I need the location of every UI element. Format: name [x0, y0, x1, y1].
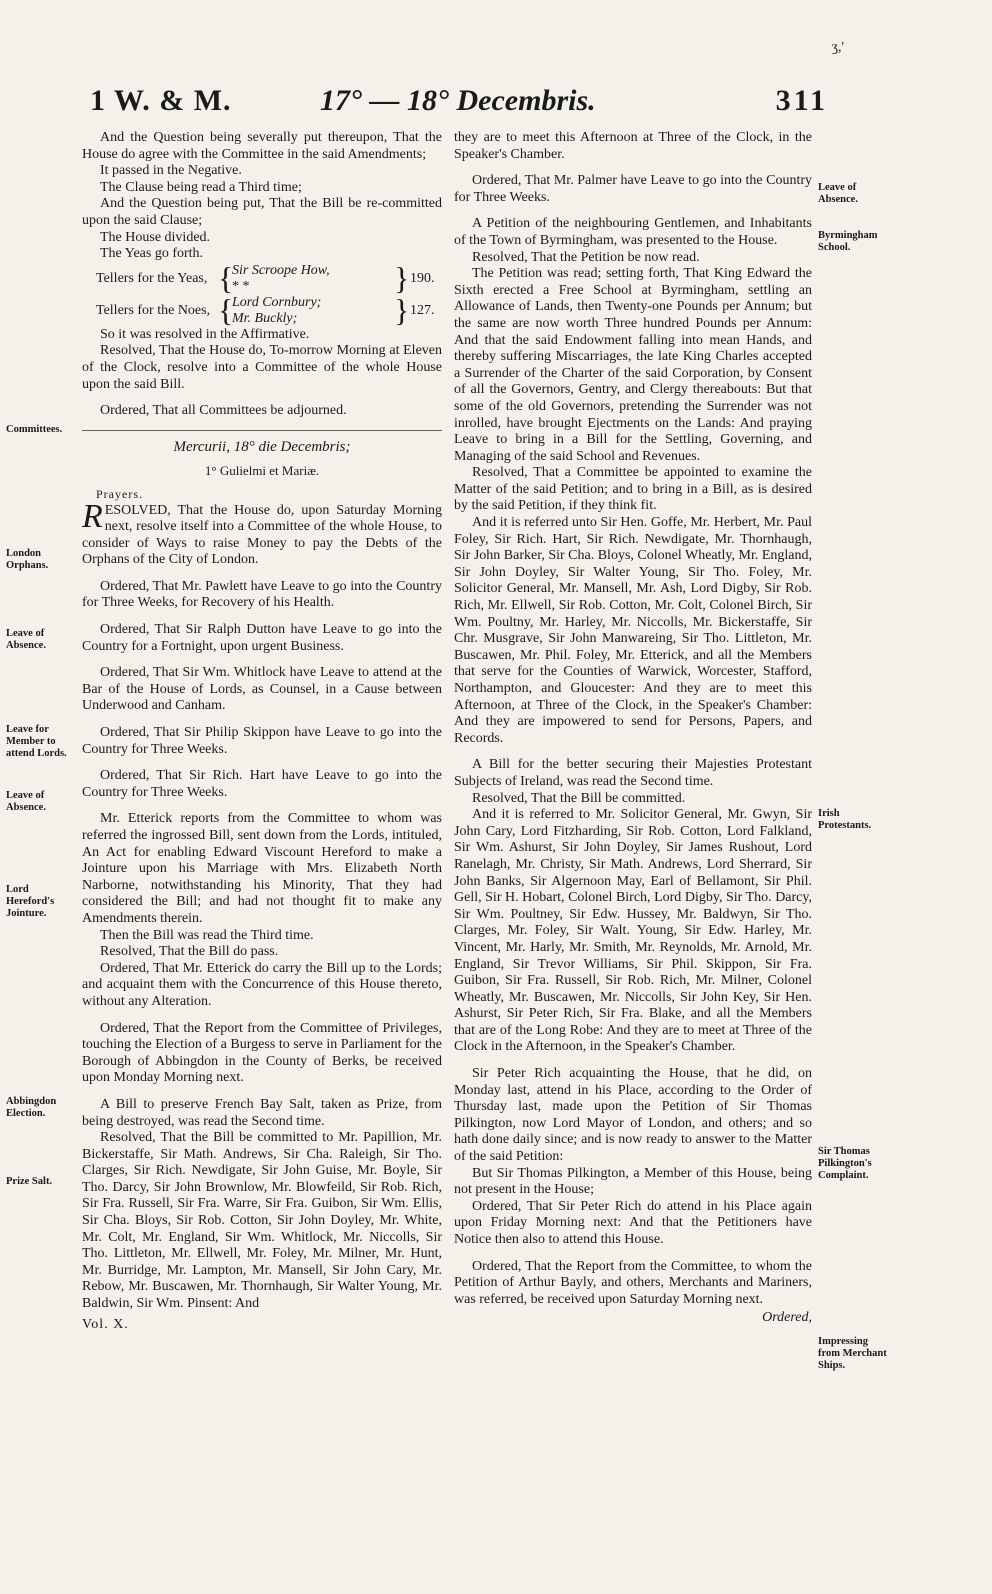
- paragraph: Ordered, That all Committees be adjourned.: [100, 403, 347, 419]
- paragraph: A Bill for the better securing their Majesties Protestant Subjects of Ireland, was read the Second time.: [454, 757, 812, 789]
- brace: }: [394, 259, 410, 296]
- paragraph: And the Question being put, That the Bill be re-committed upon the said Clause;: [82, 196, 442, 228]
- date-range: 17° — 18° Decembris.: [320, 84, 596, 117]
- left-column: [82, 130, 442, 1333]
- paragraph: Sir Peter Rich acquainting the House, that he did, on Monday last, attend in his Place, according to the Order of Thursday last, made upon the Petition of Sir Thomas Pilkington, now Lord Mayor of London, and others; and so hath done daily since; and is now ready to answer to the Matter of the said Petition:: [454, 1066, 812, 1165]
- brace: {: [218, 259, 234, 296]
- paragraph: Resolved, That the Petition be now read.: [472, 249, 700, 265]
- margin-note: Lord Hereford's Jointure.: [6, 884, 55, 919]
- margin-note: Irish Protestants.: [818, 808, 872, 831]
- paragraph: But Sir Thomas Pilkington, a Member of this House, being not present in the House;: [454, 1165, 812, 1198]
- paragraph: And it is referred to Mr. Solicitor General, Mr. Gwyn, Sir John Cary, Lord Fitzharding, Sir Rob. Cotton, Lord Falkland, Sir Wm. Ashurst, Sir John Doyley, Sir James Rushout, Lord Ranelagh, Mr. Christy, Sir Math. Andrews, Lord Sherrard, Sir John Banks, Sir Algernoon May, Earl of Bellamont, Sir Phil. Gell, Sir H. Hobart, Colonel Birch, Lord Digby, Sir Tho. Darcy, Sir Wm. Poultney, Sir Edw. Hussey, Mr. Baldwyn, Sir Tho. Clarges, Mr. Foley, Sir Walt. Young, Sir Edw. Harley, Mr. Vincent, Mr. Harly, Mr. Smith, Mr. Reynolds, Mr. Arnold, Mr. England, Sir Trevor Williams, Sir Phil. Skippon, Sir Fra. Guibon, Sir Fra. Russell, Sir Rob. Rich, Mr. Milner, Colonel Wheatly, Mr. Buscawen, Mr. Niccolls, Sir John Key, Sir Hen. Ashurst, Sir Peter Rich, Sir Fra. Blake, and all the Members that are of the Long Robe: And they are to meet at Three of the Clock in the Afternoon, in the Speaker's Chamber.: [454, 807, 812, 1055]
- teller-name: Sir Scroope How,: [232, 262, 330, 278]
- margin-note: Committees.: [6, 424, 63, 435]
- margin-note: Leave of Absence.: [6, 628, 46, 651]
- margin-note: Leave of Absence.: [818, 182, 858, 205]
- paragraph: The House divided.: [100, 229, 211, 245]
- paragraph: The Yeas go forth.: [100, 246, 204, 262]
- margin-note: Prize Salt.: [6, 1176, 53, 1187]
- vote-count: 127.: [410, 302, 435, 318]
- paragraph: And it is referred unto Sir Hen. Goffe, Mr. Herbert, Mr. Paul Foley, Sir Rich. Hart, Sir Rich. Newdigate, Mr. Thornhaugh, Sir John Barker, Sir Cha. Bloys, Colonel Wheatly, Mr. England, Sir John Doyley, Sir Walter Young, Sir Tho. Foley, Mr. Solicitor General, Mr. Mansell, Mr. Ash, Lord Digby, Sir Rob. Rich, Mr. Ellwell, Sir Rob. Cotton, Mr. Colt, Colonel Birch, Sir Wm. Poultny, Mr. Harley, Mr. Niccolls, Mr. Bickerstaffe, Sir Chr. Musgrave, Sir John Manwareing, Sir Tho. Littleton, Mr. Buscawen, Mr. Phil. Foley, Mr. Etterick, and all the Members that serve for the Counties of Warwick, Worcester, Stafford, Northampton, and Gloucester: And they are to meet this Afternoon, at Three of the Clock, in the Speaker's Chamber: And they are impowered to send for Persons, Papers, and Records.: [454, 515, 812, 746]
- volume-signature: Vol. X.: [82, 1316, 129, 1332]
- paragraph: It passed in the Negative.: [100, 163, 242, 179]
- teller-name: * *: [232, 278, 250, 294]
- paragraph: Resolved, That a Committee be appointed to examine the Matter of the said Petition; and to bring in a Bill, as is desired by the said Petition, if they think fit.: [454, 465, 812, 514]
- margin-note: Sir Thomas Pilkington's Complaint.: [818, 1146, 872, 1181]
- paragraph: Ordered, That Mr. Palmer have Leave to go into the Country for Three Weeks.: [454, 173, 812, 205]
- paragraph: Ordered, That the Report from the Committee, to whom the Petition of Arthur Bayly, and others, Merchants and Mariners, was referred, be received upon Saturday Morning next.: [454, 1258, 812, 1307]
- paragraph: And the Question being severally put thereupon, That the House do agree with the Committee in the said Amendments;: [82, 130, 442, 162]
- paragraph: Resolved, That the Bill do pass.: [100, 944, 279, 960]
- paragraph: they are to meet this Afternoon at Three of the Clock, in the Speaker's Chamber.: [454, 130, 812, 162]
- paragraph: [82, 497, 442, 569]
- paragraph: Ordered, That Sir Ralph Dutton have Leave to go into the Country for a Fortnight, upon urgent Business.: [82, 622, 442, 654]
- margin-note: Leave of Absence.: [6, 790, 46, 813]
- page-header: [90, 84, 828, 128]
- teller-names: [232, 263, 330, 295]
- paragraph: Resolved, That the Bill be committed.: [472, 790, 686, 806]
- paragraph: Ordered, That Mr. Etterick do carry the Bill up to the Lords; and acquaint them with the Concurrence of this House thereto, without any Alteration.: [82, 960, 442, 1009]
- margin-note: London Orphans.: [6, 548, 49, 571]
- paragraph: Mr. Etterick reports from the Committee to whom was referred the ingrossed Bill, sent down from the Lords, intituled, An Act for enabling Edward Viscount Hereford to make a Jointure upon his Marriage with Mrs. Elizabeth North Narborne, notwithstanding his Minority, That they had considered the Bill; and had not thought fit to make any Amendments therein.: [82, 811, 442, 926]
- section-divider: [82, 430, 442, 431]
- teller-name: Lord Cornbury;: [232, 294, 322, 310]
- brace: }: [394, 291, 410, 328]
- prayers-heading: Prayers.: [96, 486, 143, 501]
- paragraph-text: ESOLVED, That the House do, upon Saturday Morning next, resolve itself into a Committee of the whole House, to consider of Ways to raise Money to pay the Debts of the Orphans of the City of London.: [82, 502, 442, 568]
- paragraph: The Clause being read a Third time;: [100, 179, 302, 195]
- right-column: [454, 130, 812, 1327]
- paragraph: Ordered, That Mr. Pawlett have Leave to go into the Country for Three Weeks, for Recovery of his Health.: [82, 578, 442, 611]
- reign-heading: 1° Gulielmi et Mariæ.: [204, 463, 320, 479]
- paragraph: Ordered, That Sir Philip Skippon have Leave to go into the Country for Three Weeks.: [82, 725, 442, 757]
- tellers-yeas: [82, 259, 442, 296]
- drop-cap: R: [82, 497, 103, 535]
- tellers-label: Tellers for the Noes,: [96, 302, 211, 318]
- paragraph: Ordered, That Sir Rich. Hart have Leave to go into the Country for Three Weeks.: [82, 768, 442, 800]
- paragraph: Resolved, That the Bill be committed to Mr. Papillion, Mr. Bickerstaffe, Sir Math. Andrews, Sir Cha. Raleigh, Sir Tho. Clarges, Sir Rich. Newdigate, Sir John Guise, Mr. Boyle, Sir Tho. Darcy, Sir John Brownlow, Mr. Blowfeild, Sir Rob. Rich, Sir Fra. Russell, Sir Fra. Warre, Sir Fra. Guibon, Sir Wm. Ellis, Sir Cha. Bloys, Sir Rob. Cotton, Sir John Doyley, Mr. White, Mr. Colt, Mr. England, Sir Wm. Whitlock, Mr. Niccolls, Sir Tho. Littleton, Mr. Ellwell, Mr. Foley, Mr. Milner, Mr. Hunt, Mr. Burridge, Mr. Lampton, Mr. Mansell, Sir John Cary, Mr. Rebow, Mr. Buscawen, Mr. Thornhaugh, Sir Walter Young, Mr. Baldwin, Sir Wm. Pinsent: And: [82, 1130, 442, 1312]
- margin-note: Impressing from Merchant Ships.: [818, 1336, 887, 1371]
- teller-names: [232, 295, 321, 327]
- paragraph: Ordered, That the Report from the Committee of Privileges, touching the Election of a Burgess to serve in Parliament for the Borough of Abbingdon in the County of Berks, be received upon Monday Morning next.: [82, 1020, 442, 1086]
- tellers-noes: [82, 291, 442, 328]
- header-mark: ʒ,': [831, 40, 844, 55]
- brace: {: [218, 291, 234, 328]
- paragraph: Resolved, That the House do, To-morrow Morning at Eleven of the Clock, resolve into a Committee of the whole House upon the said Bill.: [82, 343, 442, 392]
- paragraph: Ordered, That Sir Peter Rich do attend in his Place again upon Friday Morning next: And that the Petitioners have Notice then also to attend this House.: [454, 1198, 812, 1247]
- paragraph: A Petition of the neighbouring Gentlemen, and Inhabitants of the Town of Byrmingham, was presented to the House.: [454, 216, 812, 248]
- day-heading: Mercurii, 18° die Decembris;: [173, 438, 351, 455]
- paragraph: Ordered, That Sir Wm. Whitlock have Leave to attend at the Bar of the House of Lords, as Counsel, in a Cause between Underwood and Canham.: [82, 665, 442, 714]
- tellers-label: Tellers for the Yeas,: [96, 270, 208, 286]
- page-number: 311: [775, 84, 828, 117]
- regnal-year: 1 W. & M.: [90, 84, 232, 117]
- margin-note: Abbingdon Election.: [6, 1096, 57, 1119]
- vote-count: 190.: [410, 270, 435, 286]
- teller-name: Mr. Buckly;: [232, 310, 298, 326]
- paragraph: The Petition was read; setting forth, That King Edward the Sixth erected a Free School at Byrmingham, settling an Allowance of Lands, then Twenty-one Pounds per Annum; but the same are now worth Three hundred Pounds per Annum: And that the said Endowment falling into mean Hands, and thereby suffering Miscarriages, the late King Charles accepted a Surrender of the Charter of the said Corporation, by Consent of all the Governors, Gentry, and Clergy thereabouts: But that some of the old Governors, pretending the Surrender was not inrolled, have brought Ejectments on the Lands: And praying Leave to bring in a Bill for the Settling, Governing, and Managing of the said School and Revenues.: [454, 266, 812, 464]
- paragraph: Then the Bill was read the Third time.: [100, 927, 314, 943]
- paragraph: A Bill to preserve French Bay Salt, taken as Prize, from being destroyed, was read the Second time.: [82, 1096, 442, 1129]
- catchword: Ordered,: [762, 1310, 812, 1326]
- margin-note: Leave for Member to attend Lords.: [6, 724, 67, 759]
- paragraph: So it was resolved in the Affirmative.: [100, 326, 310, 342]
- margin-note: Byrmingham School.: [818, 230, 878, 253]
